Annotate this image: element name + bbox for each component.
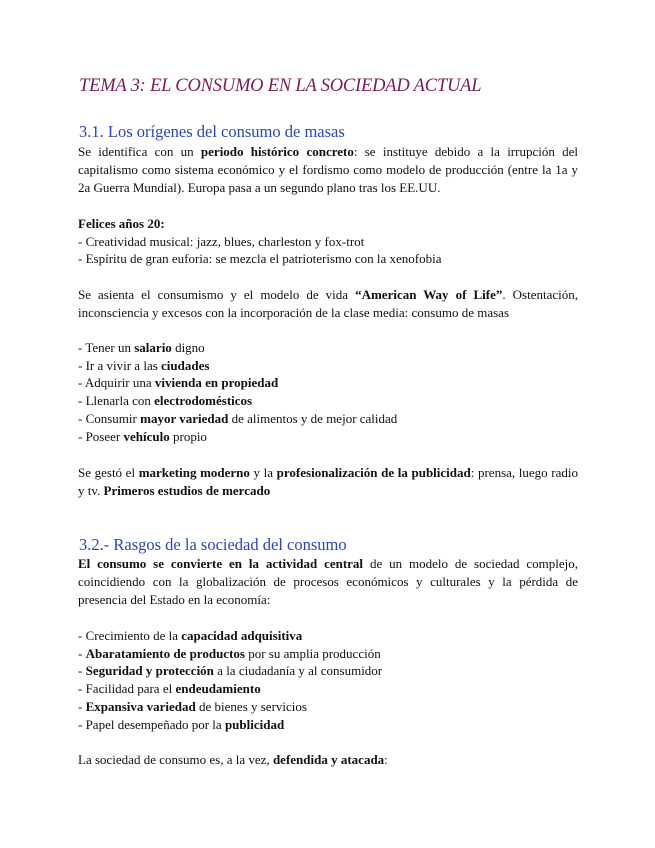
consumption-list bbox=[78, 339, 578, 445]
list-item: - Creatividad musical: jazz, blues, charleston y fox-trot bbox=[78, 233, 365, 249]
list-item: - Tener un salario digno bbox=[78, 340, 205, 355]
list-item: - Espíritu de gran euforia: se mezcla el patrioterismo con la xenofobia bbox=[78, 251, 442, 267]
list-item: - Consumir mayor variedad de alimentos y de mejor calidad bbox=[78, 410, 398, 426]
section-heading-2: 3.2.- Rasgos de la sociedad del consumo bbox=[79, 535, 347, 554]
list-item: - Adquirir una vivienda en propiedad bbox=[78, 375, 279, 391]
rasgos-list bbox=[78, 627, 578, 733]
paragraph-defendida: La sociedad de consumo es, a la vez, defendida y atacada: bbox=[78, 752, 388, 767]
felices-title: Felices años 20: bbox=[78, 216, 165, 231]
list-item: - Llenarla con electrodomésticos bbox=[78, 393, 253, 409]
paragraph-intro: Se identifica con un periodo histórico concreto: se instituye debido a la irrupción del capitalismo como sistema económico y el fordismo como modelo de producción (entre la 1a y 2a Guerra Mundial). Europa pasa a un segundo plano tras los EE.UU. bbox=[78, 144, 578, 195]
paragraph-consumo-central: El consumo se convierte en la actividad central de un modelo de sociedad complejo, coincidiendo con la globalización de procesos económicos y culturales y la pérdida de presencia del Estado en la economía: bbox=[78, 556, 579, 607]
list-item: - Expansiva variedad de bienes y servicios bbox=[78, 698, 307, 714]
list-item: - Abaratamiento de productos por su amplia producción bbox=[78, 645, 381, 661]
section-heading-1: 3.1. Los orígenes del consumo de masas bbox=[79, 122, 345, 141]
list-item: - Ir a vivir a las ciudades bbox=[78, 357, 210, 373]
list-item: - Poseer vehículo propio bbox=[78, 428, 207, 444]
page-title: TEMA 3: EL CONSUMO EN LA SOCIEDAD ACTUAL bbox=[79, 76, 482, 96]
paragraph-american-way: Se asienta el consumismo y el modelo de vida “American Way of Life”. Ostentación, inconsciencia y excesos con la incorporación de la clase media: consumo de masas bbox=[78, 287, 578, 320]
felices-block bbox=[78, 215, 578, 268]
list-item: - Seguridad y protección a la ciudadanía y al consumidor bbox=[78, 663, 383, 679]
list-item: - Crecimiento de la capacidad adquisitiva bbox=[78, 628, 303, 643]
paragraph-marketing: Se gestó el marketing moderno y la profesionalización de la publicidad: prensa, luego radio y tv. Primeros estudios de mercado bbox=[78, 465, 578, 498]
list-item: - Facilidad para el endeudamiento bbox=[78, 681, 261, 697]
list-item: - Papel desempeñado por la publicidad bbox=[78, 716, 285, 732]
